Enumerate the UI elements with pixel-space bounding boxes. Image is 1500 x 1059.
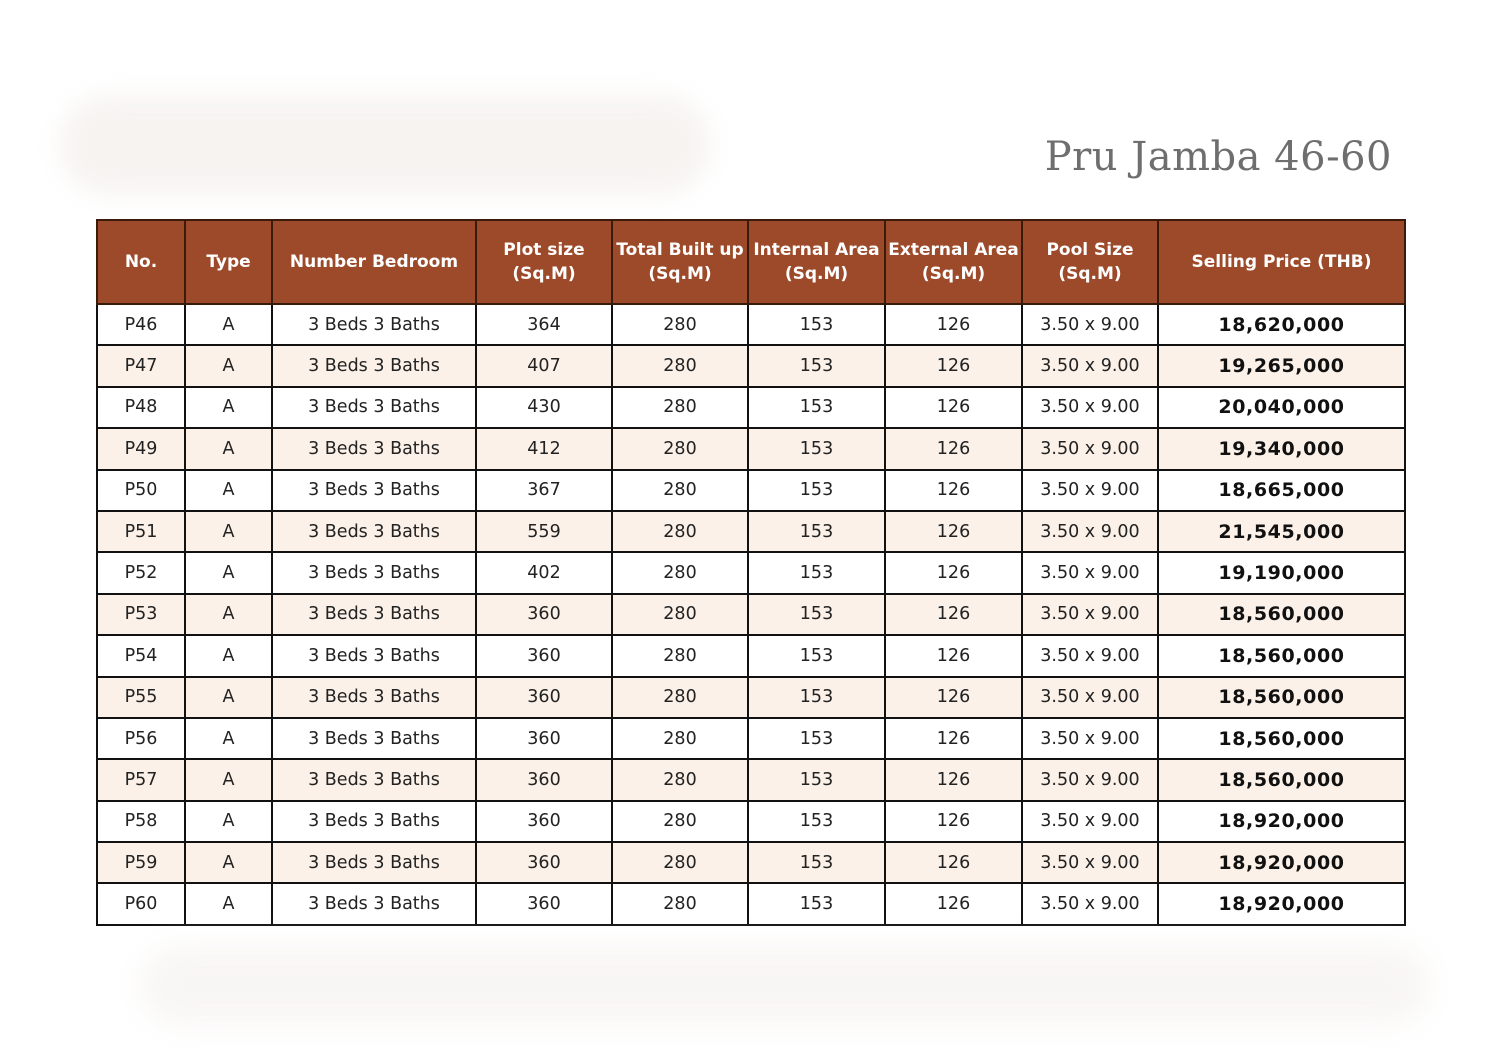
cell-pool-size: 3.50 x 9.00 xyxy=(1022,387,1158,428)
cell-bedroom: 3 Beds 3 Baths xyxy=(272,387,476,428)
cell-external-area: 126 xyxy=(885,594,1022,635)
cell-selling-price: 18,665,000 xyxy=(1158,470,1405,511)
cell-internal-area: 153 xyxy=(748,718,885,759)
cell-unit-no: P47 xyxy=(97,345,185,386)
cell-selling-price: 18,920,000 xyxy=(1158,883,1405,924)
table-row xyxy=(97,594,1405,635)
table-row xyxy=(97,635,1405,676)
table-row xyxy=(97,883,1405,924)
cell-total-built-up: 280 xyxy=(612,345,748,386)
cell-selling-price: 19,265,000 xyxy=(1158,345,1405,386)
cell-bedroom: 3 Beds 3 Baths xyxy=(272,801,476,842)
cell-plot-size: 407 xyxy=(476,345,612,386)
cell-unit-no: P56 xyxy=(97,718,185,759)
table-row xyxy=(97,470,1405,511)
cell-unit-no: P51 xyxy=(97,511,185,552)
cell-external-area: 126 xyxy=(885,511,1022,552)
cell-internal-area: 153 xyxy=(748,635,885,676)
cell-internal-area: 153 xyxy=(748,842,885,883)
cell-bedroom: 3 Beds 3 Baths xyxy=(272,470,476,511)
cell-bedroom: 3 Beds 3 Baths xyxy=(272,635,476,676)
column-header-internal-area: Internal Area (Sq.M) xyxy=(748,220,885,304)
cell-plot-size: 402 xyxy=(476,552,612,593)
cell-type: A xyxy=(185,594,272,635)
cell-pool-size: 3.50 x 9.00 xyxy=(1022,552,1158,593)
price-table xyxy=(96,219,1406,926)
cell-internal-area: 153 xyxy=(748,345,885,386)
cell-total-built-up: 280 xyxy=(612,594,748,635)
cell-internal-area: 153 xyxy=(748,428,885,469)
cell-internal-area: 153 xyxy=(748,883,885,924)
cell-plot-size: 412 xyxy=(476,428,612,469)
cell-bedroom: 3 Beds 3 Baths xyxy=(272,677,476,718)
cell-pool-size: 3.50 x 9.00 xyxy=(1022,304,1158,345)
cell-external-area: 126 xyxy=(885,304,1022,345)
cell-bedroom: 3 Beds 3 Baths xyxy=(272,552,476,593)
cell-internal-area: 153 xyxy=(748,677,885,718)
cell-bedroom: 3 Beds 3 Baths xyxy=(272,511,476,552)
cell-selling-price: 18,920,000 xyxy=(1158,801,1405,842)
cell-pool-size: 3.50 x 9.00 xyxy=(1022,801,1158,842)
cell-type: A xyxy=(185,345,272,386)
table-row xyxy=(97,759,1405,800)
cell-selling-price: 18,620,000 xyxy=(1158,304,1405,345)
cell-plot-size: 559 xyxy=(476,511,612,552)
cell-type: A xyxy=(185,883,272,924)
cell-pool-size: 3.50 x 9.00 xyxy=(1022,594,1158,635)
blurred-footer-area xyxy=(140,945,1430,1025)
cell-plot-size: 430 xyxy=(476,387,612,428)
cell-type: A xyxy=(185,470,272,511)
cell-internal-area: 153 xyxy=(748,387,885,428)
column-header-bedroom: Number Bedroom xyxy=(272,220,476,304)
cell-plot-size: 360 xyxy=(476,842,612,883)
cell-type: A xyxy=(185,801,272,842)
table-row xyxy=(97,387,1405,428)
cell-unit-no: P57 xyxy=(97,759,185,800)
cell-pool-size: 3.50 x 9.00 xyxy=(1022,345,1158,386)
cell-internal-area: 153 xyxy=(748,759,885,800)
cell-plot-size: 360 xyxy=(476,883,612,924)
cell-pool-size: 3.50 x 9.00 xyxy=(1022,677,1158,718)
cell-unit-no: P60 xyxy=(97,883,185,924)
cell-external-area: 126 xyxy=(885,345,1022,386)
cell-total-built-up: 280 xyxy=(612,759,748,800)
cell-total-built-up: 280 xyxy=(612,635,748,676)
cell-total-built-up: 280 xyxy=(612,428,748,469)
table-row xyxy=(97,428,1405,469)
cell-unit-no: P54 xyxy=(97,635,185,676)
cell-internal-area: 153 xyxy=(748,304,885,345)
cell-selling-price: 18,560,000 xyxy=(1158,635,1405,676)
table-row xyxy=(97,677,1405,718)
cell-internal-area: 153 xyxy=(748,552,885,593)
cell-plot-size: 360 xyxy=(476,801,612,842)
cell-pool-size: 3.50 x 9.00 xyxy=(1022,842,1158,883)
cell-selling-price: 20,040,000 xyxy=(1158,387,1405,428)
cell-pool-size: 3.50 x 9.00 xyxy=(1022,883,1158,924)
cell-plot-size: 360 xyxy=(476,594,612,635)
cell-pool-size: 3.50 x 9.00 xyxy=(1022,759,1158,800)
cell-plot-size: 360 xyxy=(476,635,612,676)
cell-unit-no: P46 xyxy=(97,304,185,345)
cell-total-built-up: 280 xyxy=(612,304,748,345)
cell-unit-no: P53 xyxy=(97,594,185,635)
cell-selling-price: 19,340,000 xyxy=(1158,428,1405,469)
cell-pool-size: 3.50 x 9.00 xyxy=(1022,635,1158,676)
cell-type: A xyxy=(185,759,272,800)
cell-type: A xyxy=(185,552,272,593)
column-header-no: No. xyxy=(97,220,185,304)
table-row xyxy=(97,511,1405,552)
cell-total-built-up: 280 xyxy=(612,883,748,924)
cell-type: A xyxy=(185,511,272,552)
cell-bedroom: 3 Beds 3 Baths xyxy=(272,594,476,635)
cell-external-area: 126 xyxy=(885,552,1022,593)
cell-type: A xyxy=(185,635,272,676)
cell-unit-no: P50 xyxy=(97,470,185,511)
cell-bedroom: 3 Beds 3 Baths xyxy=(272,883,476,924)
blurred-logo-area xyxy=(60,95,710,195)
cell-type: A xyxy=(185,428,272,469)
cell-bedroom: 3 Beds 3 Baths xyxy=(272,345,476,386)
cell-internal-area: 153 xyxy=(748,470,885,511)
cell-total-built-up: 280 xyxy=(612,470,748,511)
cell-selling-price: 19,190,000 xyxy=(1158,552,1405,593)
cell-external-area: 126 xyxy=(885,387,1022,428)
cell-external-area: 126 xyxy=(885,759,1022,800)
cell-selling-price: 21,545,000 xyxy=(1158,511,1405,552)
cell-bedroom: 3 Beds 3 Baths xyxy=(272,718,476,759)
cell-unit-no: P49 xyxy=(97,428,185,469)
cell-type: A xyxy=(185,842,272,883)
cell-type: A xyxy=(185,304,272,345)
cell-selling-price: 18,920,000 xyxy=(1158,842,1405,883)
cell-total-built-up: 280 xyxy=(612,511,748,552)
cell-external-area: 126 xyxy=(885,718,1022,759)
column-header-selling-price: Selling Price (THB) xyxy=(1158,220,1405,304)
cell-external-area: 126 xyxy=(885,842,1022,883)
table-header-row xyxy=(97,220,1405,304)
column-header-total-built-up: Total Built up (Sq.M) xyxy=(612,220,748,304)
cell-bedroom: 3 Beds 3 Baths xyxy=(272,842,476,883)
table-row xyxy=(97,304,1405,345)
cell-pool-size: 3.50 x 9.00 xyxy=(1022,511,1158,552)
cell-total-built-up: 280 xyxy=(612,801,748,842)
column-header-external-area: External Area (Sq.M) xyxy=(885,220,1022,304)
column-header-pool-size: Pool Size (Sq.M) xyxy=(1022,220,1158,304)
cell-bedroom: 3 Beds 3 Baths xyxy=(272,759,476,800)
cell-type: A xyxy=(185,387,272,428)
table-row xyxy=(97,842,1405,883)
cell-total-built-up: 280 xyxy=(612,387,748,428)
cell-plot-size: 364 xyxy=(476,304,612,345)
cell-selling-price: 18,560,000 xyxy=(1158,759,1405,800)
cell-type: A xyxy=(185,677,272,718)
cell-external-area: 126 xyxy=(885,801,1022,842)
cell-plot-size: 360 xyxy=(476,677,612,718)
cell-bedroom: 3 Beds 3 Baths xyxy=(272,304,476,345)
cell-internal-area: 153 xyxy=(748,801,885,842)
cell-plot-size: 367 xyxy=(476,470,612,511)
cell-unit-no: P58 xyxy=(97,801,185,842)
cell-internal-area: 153 xyxy=(748,594,885,635)
cell-external-area: 126 xyxy=(885,677,1022,718)
table-row xyxy=(97,552,1405,593)
cell-total-built-up: 280 xyxy=(612,677,748,718)
cell-external-area: 126 xyxy=(885,883,1022,924)
cell-bedroom: 3 Beds 3 Baths xyxy=(272,428,476,469)
page-title: Pru Jamba 46-60 xyxy=(1044,134,1392,180)
cell-unit-no: P59 xyxy=(97,842,185,883)
cell-plot-size: 360 xyxy=(476,718,612,759)
table-row xyxy=(97,801,1405,842)
table-body xyxy=(97,304,1405,925)
cell-selling-price: 18,560,000 xyxy=(1158,594,1405,635)
table-row xyxy=(97,345,1405,386)
cell-pool-size: 3.50 x 9.00 xyxy=(1022,470,1158,511)
cell-selling-price: 18,560,000 xyxy=(1158,718,1405,759)
cell-pool-size: 3.50 x 9.00 xyxy=(1022,718,1158,759)
column-header-plot-size: Plot size (Sq.M) xyxy=(476,220,612,304)
cell-pool-size: 3.50 x 9.00 xyxy=(1022,428,1158,469)
cell-type: A xyxy=(185,718,272,759)
cell-external-area: 126 xyxy=(885,635,1022,676)
cell-total-built-up: 280 xyxy=(612,718,748,759)
cell-unit-no: P55 xyxy=(97,677,185,718)
cell-internal-area: 153 xyxy=(748,511,885,552)
column-header-type: Type xyxy=(185,220,272,304)
cell-unit-no: P52 xyxy=(97,552,185,593)
cell-total-built-up: 280 xyxy=(612,552,748,593)
cell-external-area: 126 xyxy=(885,470,1022,511)
cell-selling-price: 18,560,000 xyxy=(1158,677,1405,718)
cell-unit-no: P48 xyxy=(97,387,185,428)
cell-external-area: 126 xyxy=(885,428,1022,469)
table-row xyxy=(97,718,1405,759)
cell-plot-size: 360 xyxy=(476,759,612,800)
cell-total-built-up: 280 xyxy=(612,842,748,883)
